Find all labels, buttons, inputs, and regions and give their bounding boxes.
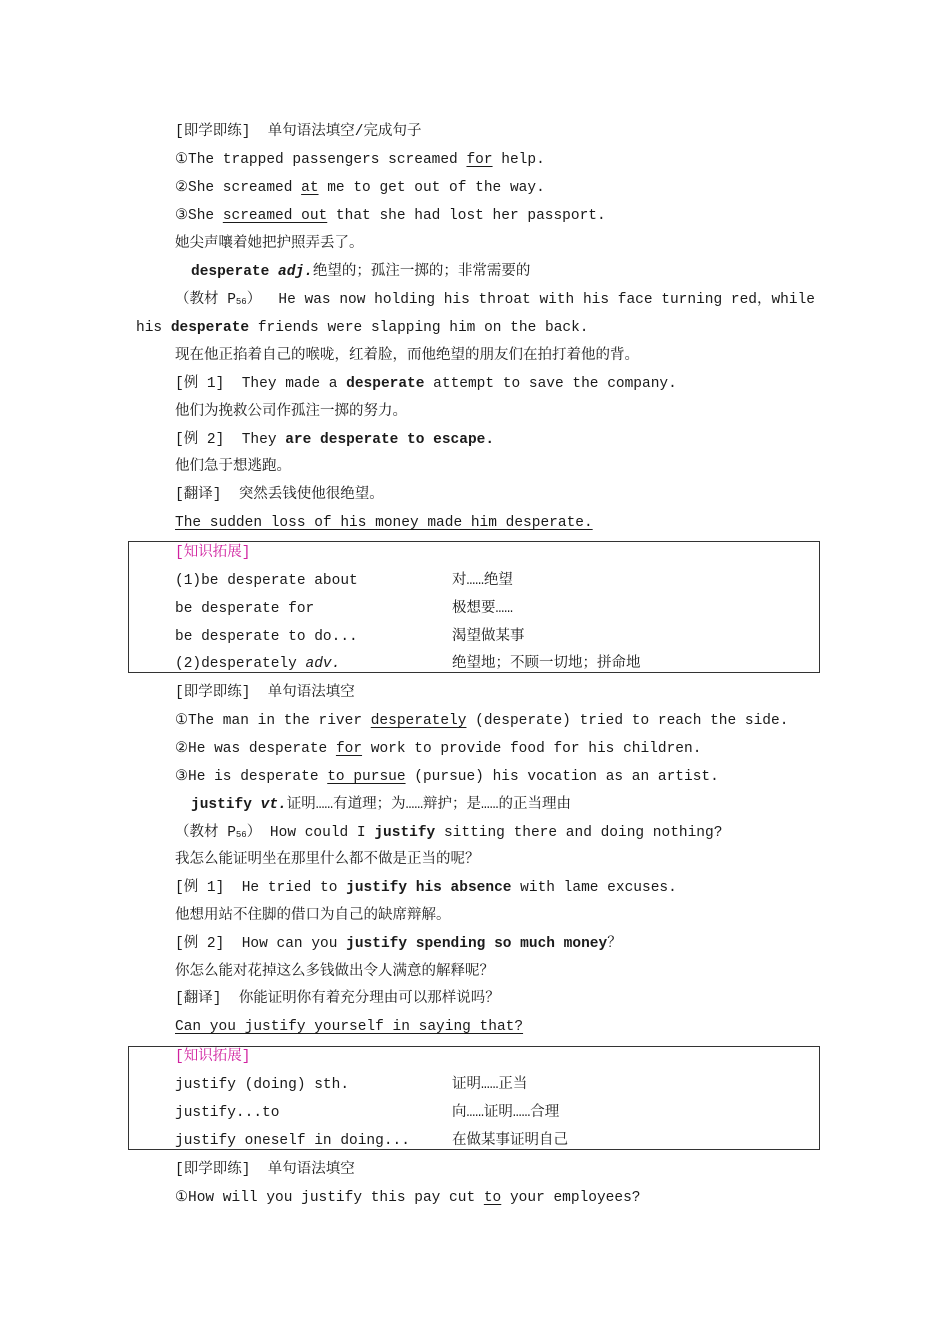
phrase-meaning: 对……绝望	[452, 573, 513, 589]
phrase-meaning: 向……证明……合理	[452, 1105, 560, 1121]
translation-task: [翻译] 突然丢钱使他很绝望。	[175, 487, 384, 503]
phrase-meaning: 证明……正当	[452, 1077, 528, 1093]
example-translation: 他们为挽救公司作孤注一掷的努力。	[175, 404, 407, 420]
exercise-item: ①The man in the river desperately (desperate) tried to reach the side.	[175, 713, 789, 729]
exercise-item: ②She screamed at me to get out of the way.	[175, 180, 545, 196]
answer-blank: for	[466, 152, 493, 168]
answer-blank: to	[483, 1190, 502, 1206]
answer-blank: for	[335, 741, 363, 757]
translation-answer: The sudden loss of his money made him desperate.	[175, 515, 593, 531]
exercise-item: ③She screamed out that she had lost her passport.	[175, 208, 606, 224]
source-translation: 我怎么能证明坐在那里什么都不做是正当的呢？	[175, 852, 480, 868]
textbook-source-line: （教材 P56） He was now holding his throat with his face turning red，while	[175, 292, 815, 308]
phrase-meaning: 渴望做某事	[452, 629, 525, 645]
translation-answer: Can you justify yourself in saying that?	[175, 1019, 524, 1035]
phrase-meaning: 在做某事证明自己	[452, 1133, 568, 1149]
headword: desperate	[191, 264, 270, 280]
phrase-meaning: 极想要……	[452, 601, 513, 617]
box-title: [知识拓展]	[175, 545, 251, 561]
example-sentence: [例 2] They are desperate to escape.	[175, 432, 495, 448]
knowledge-expansion-box	[128, 541, 820, 673]
phrase: justify (doing) sth.	[175, 1077, 350, 1093]
knowledge-expansion-box	[128, 1046, 820, 1150]
phrase: be desperate for	[175, 601, 315, 617]
answer-blank: at	[301, 180, 319, 196]
exercise-item: ②He was desperate for work to provide food for his children.	[175, 741, 702, 757]
box-title: [知识拓展]	[175, 1049, 251, 1065]
exercise-item: ①How will you justify this pay cut to your employees?	[175, 1190, 641, 1206]
exercise-translation: 她尖声嚷着她把护照弄丢了。	[175, 236, 364, 252]
word-meaning: 证明……有道理；为……辩护；是……的正当理由	[286, 797, 571, 813]
translation-task: [翻译] 你能证明你有着充分理由可以那样说吗？	[175, 991, 500, 1007]
phrase: (1)be desperate about	[175, 573, 358, 589]
source-translation: 现在他正掐着自己的喉咙，红着脸，而他绝望的朋友们在拍打着他的背。	[175, 348, 639, 364]
phrase: be desperate to do...	[175, 629, 358, 645]
example-translation: 你怎么能对花掉这么多钱做出令人满意的解释呢？	[175, 964, 494, 980]
word-entry-heading	[191, 262, 530, 282]
example-sentence: [例 1] He tried to justify his absence with lame excuses.	[175, 880, 677, 896]
example-translation: 他们急于想逃跑。	[175, 459, 291, 475]
practice-header: [即学即练] 单句语法填空/完成句子	[175, 124, 422, 140]
exercise-item: ①The trapped passengers screamed for help.	[175, 152, 545, 168]
phrase: justify oneself in doing...	[175, 1133, 410, 1149]
example-sentence: [例 2] How can you justify spending so much money？	[175, 936, 622, 952]
phrase: justify...to	[175, 1105, 280, 1121]
answer-blank: screamed out	[222, 208, 328, 224]
textbook-source-line-2: his desperate friends were slapping him on the back.	[136, 320, 589, 336]
exercise-item: ③He is desperate to pursue (pursue) his vocation as an artist.	[175, 769, 719, 785]
answer-blank: desperately	[370, 713, 467, 729]
word-meaning: 绝望的；孤注一掷的；非常需要的	[312, 264, 531, 280]
example-translation: 他想用站不住脚的借口为自己的缺席辩解。	[175, 908, 451, 924]
headword: justify	[191, 797, 252, 813]
answer-blank: to pursue	[327, 769, 406, 785]
word-entry-heading	[191, 795, 571, 815]
example-sentence: [例 1] They made a desperate attempt to save the company.	[175, 376, 677, 392]
practice-header: [即学即练] 单句语法填空	[175, 1162, 355, 1178]
practice-header: [即学即练] 单句语法填空	[175, 685, 355, 701]
textbook-source-line: （教材 P56） How could I justify sitting there and doing nothing?	[175, 825, 723, 841]
phrase: (2)desperately adv.	[175, 656, 341, 672]
part-of-speech: vt.	[260, 797, 287, 813]
phrase-meaning: 绝望地；不顾一切地；拼命地	[452, 656, 641, 672]
part-of-speech: adj.	[278, 264, 313, 280]
